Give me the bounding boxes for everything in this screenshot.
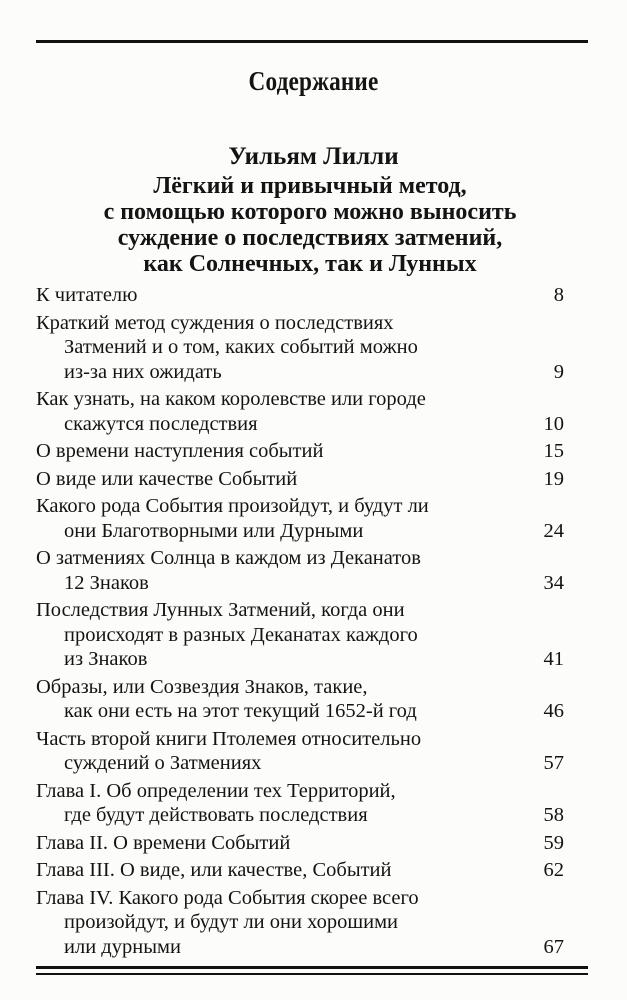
toc-entry-text: Как узнать, на каком королевстве или городе — [36, 388, 426, 410]
toc-entry-text: из-за них ожидать — [64, 360, 222, 383]
toc-page-number: 57 — [543, 752, 564, 774]
toc-page-number: 62 — [543, 859, 564, 881]
work-title-line: суждение о последствиях затмений, — [117, 225, 503, 251]
work-title-line: Лёгкий и привычный метод, — [153, 173, 467, 199]
toc-entry-text: Глава I. Об определении тех Территорий, — [36, 779, 396, 802]
toc-entry-text: К читателю — [36, 284, 138, 306]
toc-entry-text: Образы, или Созвездия Знаков, такие, — [36, 675, 368, 698]
table-of-contents — [36, 283, 588, 962]
bottom-rule-thick — [36, 966, 588, 969]
toc-entry-text: Глава III. О виде, или качестве, Событий — [36, 859, 392, 881]
toc-entry-text: Затмений и о том, каких событий можно — [64, 336, 418, 358]
toc-entry-text: из Знаков — [64, 648, 148, 670]
work-title — [60, 173, 560, 277]
toc-page-number: 9 — [553, 360, 564, 383]
toc-page-number: 19 — [543, 467, 564, 490]
toc-page-number: 34 — [543, 571, 564, 594]
toc-entry — [36, 598, 588, 672]
toc-entry-text: 12 Знаков — [64, 571, 149, 594]
toc-page-number: 15 — [543, 440, 564, 462]
toc-entry — [36, 858, 588, 883]
top-rule — [36, 40, 588, 43]
toc-entry-text: О затмениях Солнца в каждом из Деканатов — [36, 547, 421, 569]
toc-entry-text: они Благотворными или Дурными — [64, 519, 364, 542]
toc-entry-text: или дурными — [64, 935, 181, 958]
toc-entry-text: Последствия Лунных Затмений, когда они — [36, 599, 405, 621]
toc-page-number: 46 — [543, 700, 564, 722]
toc-entry — [36, 727, 588, 776]
toc-entry-text: Глава IV. Какого рода События скорее всего — [36, 886, 419, 909]
work-title-line: как Солнечных, так и Лунных — [143, 251, 477, 277]
bottom-rule-thin — [36, 973, 588, 975]
toc-page-number: 10 — [543, 412, 564, 435]
toc-entry-text: происходят в разных Деканатах каждого — [64, 623, 418, 646]
toc-entry — [36, 886, 588, 960]
toc-page-number: 67 — [543, 935, 564, 958]
toc-entry-text: где будут действовать последствия — [64, 804, 368, 826]
toc-page-number: 41 — [543, 648, 564, 670]
toc-entry — [36, 283, 588, 308]
toc-entry-text: Глава II. О времени Событий — [36, 831, 291, 854]
work-title-line: с помощью которого можно выносить — [103, 199, 517, 225]
toc-entry-text: скажутся последствия — [64, 412, 258, 435]
toc-page-number: 58 — [543, 804, 564, 826]
toc-entry-text: О виде или качестве Событий — [36, 467, 298, 490]
toc-entry — [36, 467, 588, 492]
author-name: Уильям Лилли — [228, 143, 399, 170]
toc-page-number: 24 — [543, 519, 564, 542]
toc-entry-text: произойдут, и будут ли они хорошими — [64, 911, 399, 933]
toc-page-number: 59 — [543, 831, 564, 854]
toc-entry-text: суждений о Затмениях — [64, 752, 262, 774]
toc-entry — [36, 546, 588, 595]
toc-entry-text: О времени наступления событий — [36, 440, 324, 462]
toc-entry — [36, 439, 588, 464]
page-title: Содержание — [248, 66, 379, 96]
toc-entry — [36, 831, 588, 856]
toc-entry — [36, 675, 588, 724]
toc-entry-text: как они есть на этот текущий 1652-й год — [64, 700, 417, 722]
toc-entry — [36, 311, 588, 385]
toc-entry — [36, 494, 588, 543]
toc-entry-text: Часть второй книги Птолемея относительно — [36, 727, 422, 750]
toc-page-number: 8 — [553, 284, 564, 306]
toc-entry-text: Краткий метод суждения о последствиях — [36, 311, 394, 334]
toc-entry — [36, 387, 588, 436]
toc-entry — [36, 779, 588, 828]
toc-entry-text: Какого рода События произойдут, и будут ли — [36, 495, 429, 517]
